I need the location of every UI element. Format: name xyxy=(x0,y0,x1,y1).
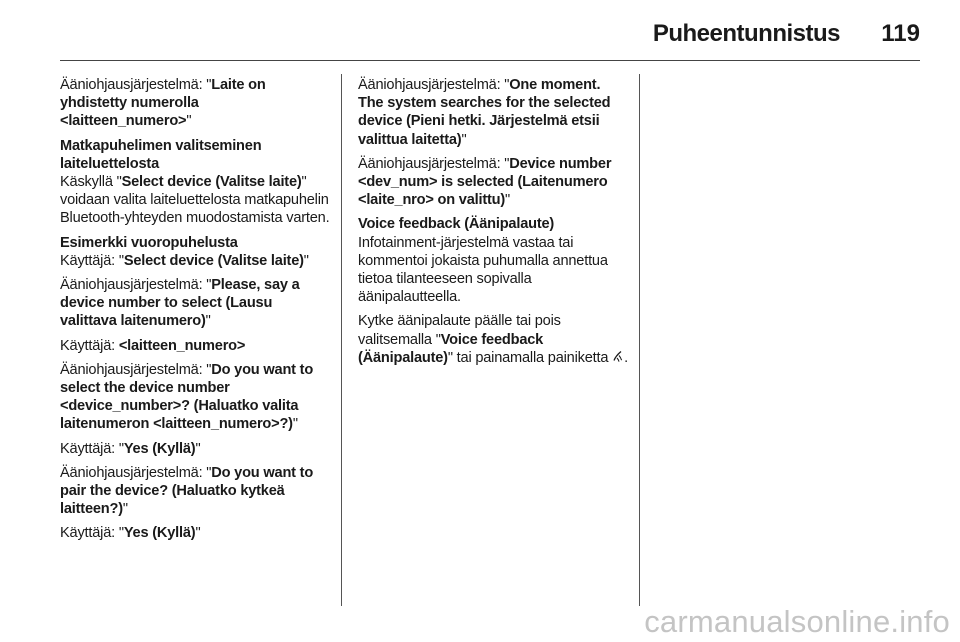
dialog-line: Ääniohjausjärjestelmä: "Do you want to select the device number <device_number>? (Haluatko valita laitenumeron <laitteen_numero>?)" xyxy=(60,361,314,433)
subsection-heading: Esimerkki vuoropuhelusta xyxy=(60,234,238,251)
voice-button-icon xyxy=(612,350,624,369)
dialog-line: Ääniohjausjärjestelmä: "Do you want to pair the device? (Haluatko kytkeä laitteen?)" xyxy=(60,464,314,518)
dialog-line: Ääniohjausjärjestelmä: "Device number <dev_num> is selected (Laitenumero <laite_nro> on valittu)" xyxy=(358,155,612,209)
dialog-line: Käyttäjä: "Select device (Valitse laite)" xyxy=(60,252,309,269)
section-heading: Matkapuhelimen valitseminen laiteluettelosta xyxy=(60,137,262,172)
dialog-line: Käyttäjä: "Yes (Kyllä)" xyxy=(60,440,201,457)
dialog-line: Ääniohjausjärjestelmä: "One moment. The system searches for the selected device (Pieni hetki. Järjestelmä etsii valittua laitetta)" xyxy=(358,77,611,148)
left-column xyxy=(60,76,330,549)
column-divider xyxy=(639,74,640,606)
dialog-line: Käyttäjä: <laitteen_numero> xyxy=(60,337,246,354)
watermark: carmanualsonline.info xyxy=(644,604,950,639)
dialog-line: Käyttäjä: "Yes (Kyllä)" xyxy=(60,525,201,542)
page-header xyxy=(60,14,920,61)
system-response: Ääniohjausjärjestelmä: "Laite on yhdistetty numerolla <laitteen_numero>" xyxy=(60,77,266,130)
paragraph: Infotainment-järjestelmä vastaa tai kommentoi jokaista puhumalla annettua tietoa tilanteeseen sopivalla äänipalautteella. xyxy=(358,234,608,306)
page-title: Puheentunnistus xyxy=(652,20,840,47)
page-number: 119 xyxy=(881,20,920,47)
dialog-line: Ääniohjausjärjestelmä: "Please, say a device number to select (Lausu valittava laitenumero)" xyxy=(60,277,300,330)
paragraph: Kytke äänipalaute päälle tai pois valitsemalla "Voice feedback (Äänipalaute)" tai painamalla painiketta . xyxy=(358,312,628,369)
section-heading: Voice feedback (Äänipalaute) xyxy=(358,216,555,233)
middle-column xyxy=(358,76,628,375)
column-divider xyxy=(341,74,342,606)
paragraph: Käskyllä "Select device (Valitse laite)" voidaan valita laiteluettelosta matkapuhelin Bluetooth-yhteyden muodostamista varten. xyxy=(60,174,330,227)
